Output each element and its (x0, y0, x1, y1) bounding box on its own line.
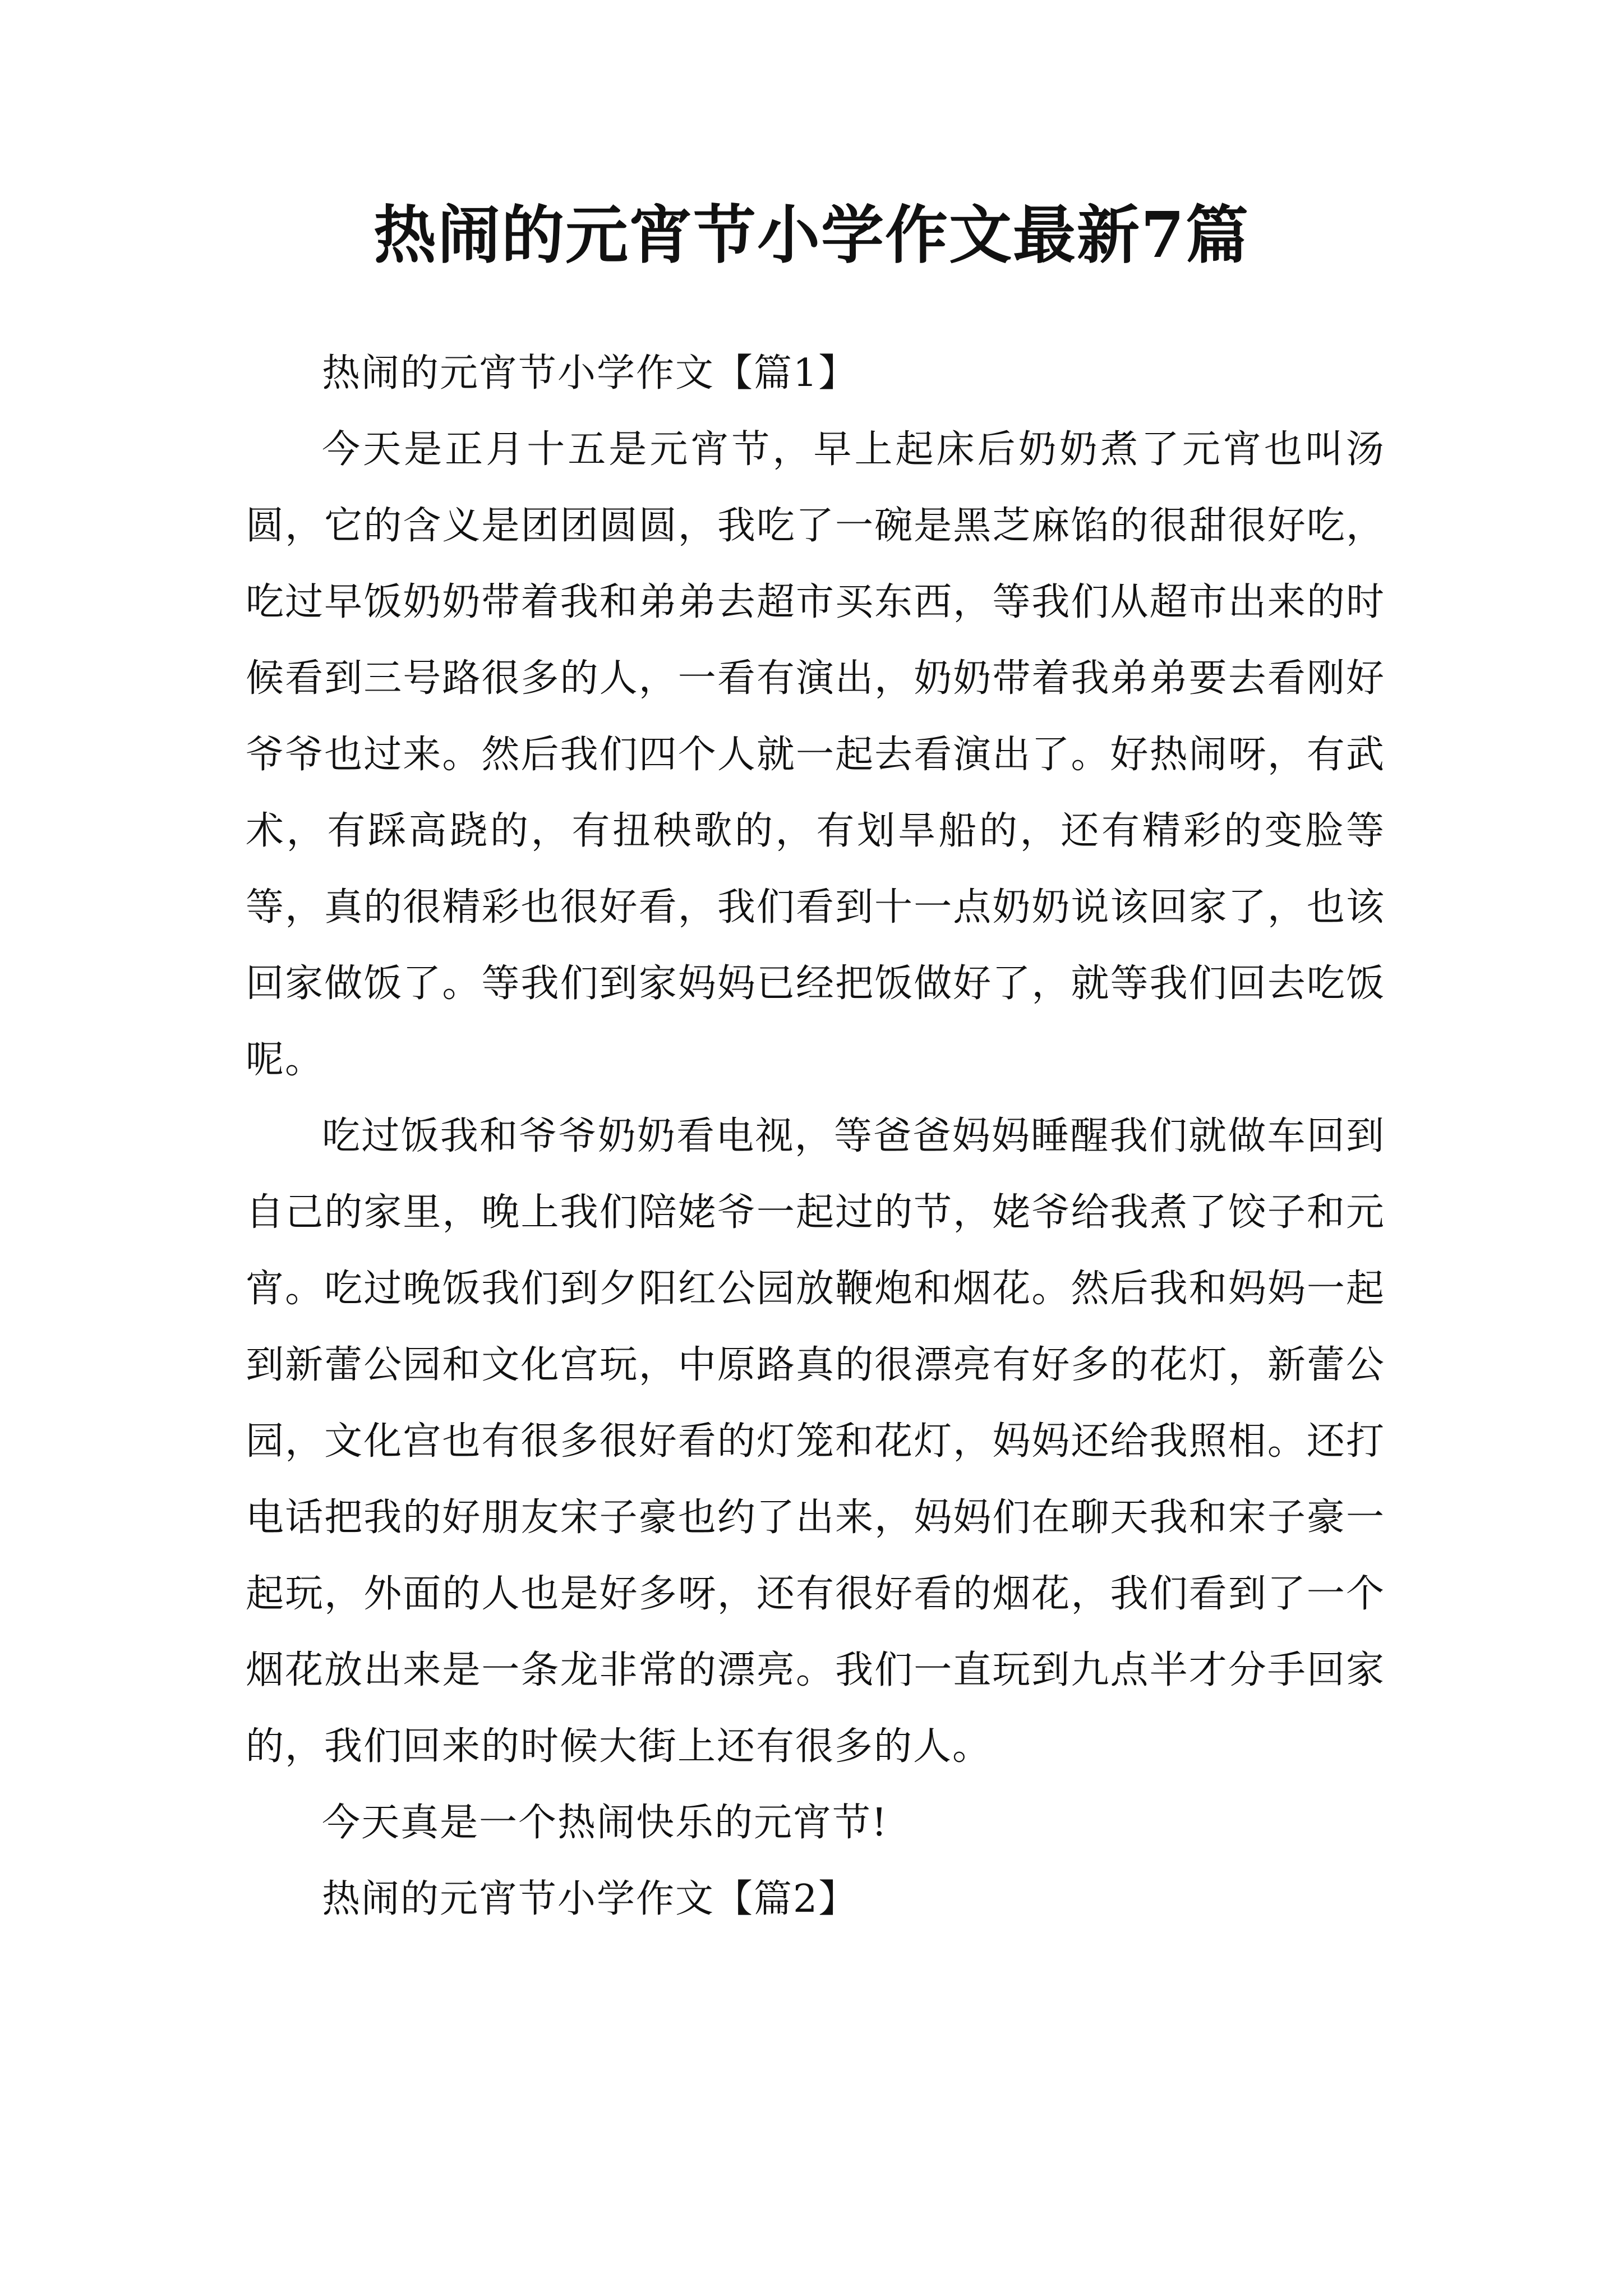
section-heading-1: 热闹的元宵节小学作文【篇1】 (322, 351, 858, 395)
paragraph: 今天真是一个热闹快乐的元宵节! (322, 1801, 888, 1845)
section-heading-2: 热闹的元宵节小学作文【篇2】 (322, 1877, 858, 1921)
document-title: 热闹的元宵节小学作文最新7篇 (374, 199, 1249, 272)
paragraph: 今天是正月十五是元宵节，早上起床后奶奶煮了元宵也叫汤圆，它的含义是团团圆圆，我吃了一碗是黑芝麻馅的很甜很好吃，吃过早饭奶奶带着我和弟弟去超市买东西，等我们从超市出来的时候看到三号路很多的人，一看有演出，奶奶带着我弟弟要去看刚好爷爷也过来。然后我们四个人就一起去看演出了。好热闹呀，有武术，有踩高跷的，有扭秧歌的，有划旱船的，还有精彩的变脸等等，真的很精彩也很好看，我们看到十一点奶奶说该回家了，也该回家做饭了。等我们到家妈妈已经把饭做好了，就等我们回去吃饭呢。 (246, 427, 1385, 1082)
document-body (246, 335, 1385, 1938)
paragraph: 吃过饭我和爷爷奶奶看电视，等爸爸妈妈睡醒我们就做车回到自己的家里，晚上我们陪姥爷一起过的节，姥爷给我煮了饺子和元宵。吃过晚饭我们到夕阳红公园放鞭炮和烟花。然后我和妈妈一起到新蕾公园和文化宫玩，中原路真的很漂亮有好多的花灯，新蕾公园，文化宫也有很多很好看的灯笼和花灯，妈妈还给我照相。还打电话把我的好朋友宋子豪也约了出来，妈妈们在聊天我和宋子豪一起玩，外面的人也是好多呀，还有很好看的烟花，我们看到了一个烟花放出来是一条龙非常的漂亮。我们一直玩到九点半才分手回家的，我们回来的时候大街上还有很多的人。 (246, 1114, 1385, 1769)
